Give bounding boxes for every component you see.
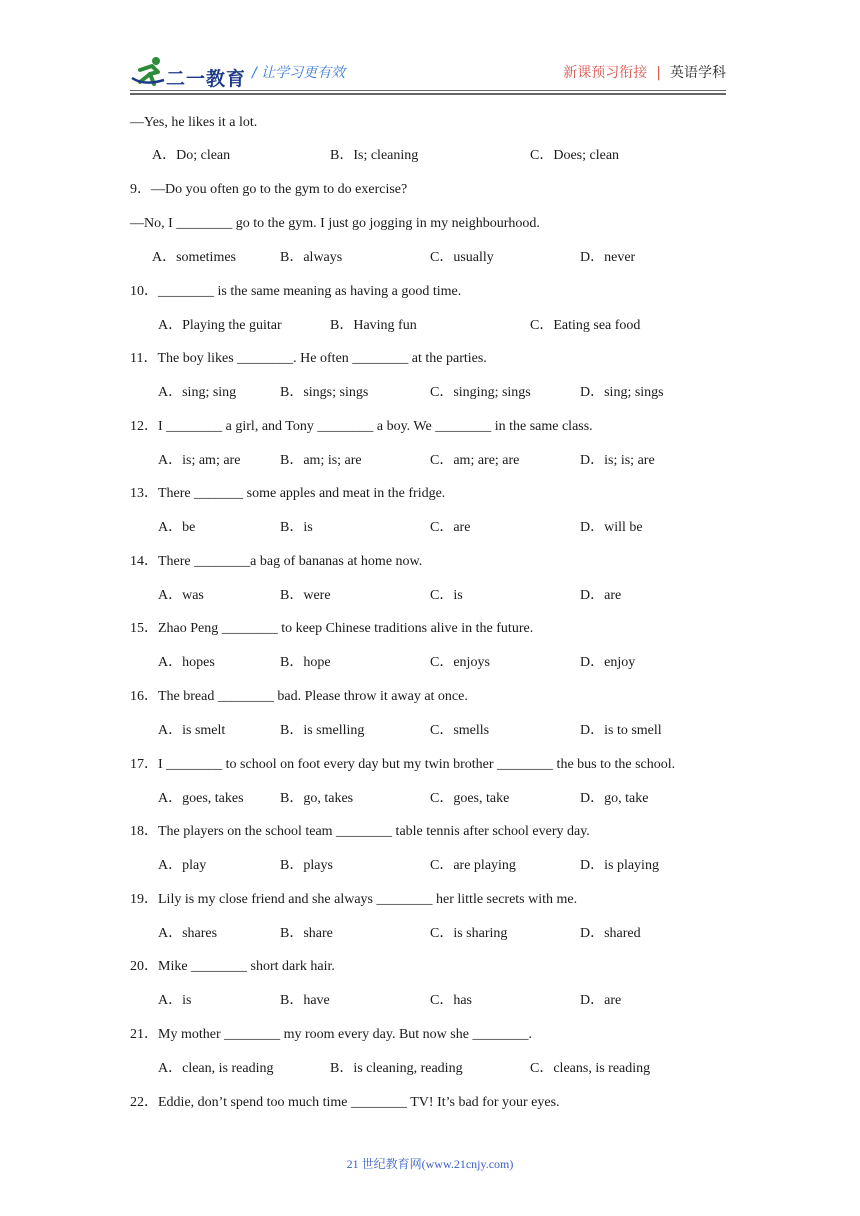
answer-option: A．hopes xyxy=(158,655,215,670)
answer-option: A．sometimes xyxy=(152,250,236,265)
header-rule xyxy=(130,90,726,91)
answer-option: C．cleans, is reading xyxy=(530,1061,651,1076)
answer-option: B．hope xyxy=(280,655,331,670)
answer-option: A．was xyxy=(158,588,204,603)
answer-option: B．plays xyxy=(280,858,333,873)
answer-option: B．share xyxy=(280,926,333,941)
question-text: 21．My mother ________ my room every day. But now she ________. xyxy=(130,1027,532,1042)
question-text: 13．There _______ some apples and meat in the fridge. xyxy=(130,486,446,501)
answer-option: B．is xyxy=(280,520,313,535)
question-text: 12．I ________ a girl, and Tony ________ a boy. We ________ in the same class. xyxy=(130,419,593,434)
question-text: 14．There ________a bag of bananas at home now. xyxy=(130,554,423,569)
answer-option: D．never xyxy=(580,250,636,265)
header-rule-thick xyxy=(130,93,726,95)
question-text: 9．—Do you often go to the gym to do exercise? xyxy=(130,182,408,197)
answer-option: C．Eating sea food xyxy=(530,318,641,333)
question-text: 17．I ________ to school on foot every day but my twin brother ________ the bus to the school. xyxy=(130,757,676,772)
answer-option: A．is smelt xyxy=(158,723,226,738)
answer-option: D．sing; sings xyxy=(580,385,664,400)
course-label: 新课预习衔接 xyxy=(563,65,648,81)
question-text: 16．The bread ________ bad. Please throw it away at once. xyxy=(130,689,468,704)
answer-option: C．has xyxy=(430,993,472,1008)
answer-option: B．is smelling xyxy=(280,723,365,738)
answer-option: B．is cleaning, reading xyxy=(330,1061,463,1076)
tag-separator: | xyxy=(656,65,661,81)
answer-option: A．clean, is reading xyxy=(158,1061,274,1076)
answer-option: A．is; am; are xyxy=(158,453,241,468)
answer-option: C．Does; clean xyxy=(530,148,620,163)
answer-option: A．Playing the guitar xyxy=(158,318,282,333)
answer-option: D．will be xyxy=(580,520,643,535)
question-text: 22．Eddie, don’t spend too much time ________ TV! It’s bad for your eyes. xyxy=(130,1095,560,1110)
subject-tag xyxy=(563,62,726,82)
answer-option: D．is to smell xyxy=(580,723,662,738)
question-text: —Yes, he likes it a lot. xyxy=(130,115,258,130)
answer-option: D．is playing xyxy=(580,858,659,873)
answer-option: C．am; are; are xyxy=(430,453,520,468)
answer-option: A．Do; clean xyxy=(152,148,231,163)
answer-option: A．is xyxy=(158,993,192,1008)
answer-option: B．have xyxy=(280,993,330,1008)
answer-option: C．are xyxy=(430,520,471,535)
answer-option: D．shared xyxy=(580,926,641,941)
answer-option: B．go, takes xyxy=(280,791,354,806)
answer-option: C．are playing xyxy=(430,858,516,873)
answer-option: A．goes, takes xyxy=(158,791,244,806)
question-text: —No, I ________ go to the gym. I just go jogging in my neighbourhood. xyxy=(130,216,540,231)
question-text: 11．The boy likes ________. He often ________ at the parties. xyxy=(130,351,487,366)
answer-option: C．singing; sings xyxy=(430,385,531,400)
subject-label: 英语学科 xyxy=(670,65,726,81)
answer-option: B．am; is; are xyxy=(280,453,362,468)
question-text: 20．Mike ________ short dark hair. xyxy=(130,959,335,974)
answer-option: C．enjoys xyxy=(430,655,490,670)
answer-option: A．shares xyxy=(158,926,218,941)
answer-option: A．play xyxy=(158,858,207,873)
question-text: 10．________ is the same meaning as having a good time. xyxy=(130,284,462,299)
answer-option: C．usually xyxy=(430,250,494,265)
answer-option: C．is sharing xyxy=(430,926,508,941)
answer-option: C．smells xyxy=(430,723,490,738)
answer-option: D．is; is; are xyxy=(580,453,655,468)
answer-option: D．are xyxy=(580,993,622,1008)
answer-option: A．be xyxy=(158,520,196,535)
answer-option: D．enjoy xyxy=(580,655,636,670)
answer-option: B．sings; sings xyxy=(280,385,369,400)
question-text: 18．The players on the school team ________ table tennis after school every day. xyxy=(130,824,590,839)
answer-option: B．were xyxy=(280,588,331,603)
logo xyxy=(130,56,252,90)
answer-option: C．is xyxy=(430,588,463,603)
answer-option: C．goes, take xyxy=(430,791,510,806)
answer-option: B．Having fun xyxy=(330,318,417,333)
logo-text: 二一教育 xyxy=(166,68,247,90)
answer-option: B．Is; cleaning xyxy=(330,148,419,163)
answer-option: D．go, take xyxy=(580,791,649,806)
question-text: 15．Zhao Peng ________ to keep Chinese traditions alive in the future. xyxy=(130,621,534,636)
answer-option: D．are xyxy=(580,588,622,603)
question-text: 19．Lily is my close friend and she always ________ her little secrets with me. xyxy=(130,892,578,907)
page-header xyxy=(130,52,726,92)
answer-option: B．always xyxy=(280,250,343,265)
runner-logo-icon xyxy=(130,56,166,88)
slogan: / 让学习更有效 xyxy=(252,65,346,81)
footer: 21 世纪教育网(www.21cnjy.com) xyxy=(346,1157,514,1171)
answer-option: A．sing; sing xyxy=(158,385,237,400)
